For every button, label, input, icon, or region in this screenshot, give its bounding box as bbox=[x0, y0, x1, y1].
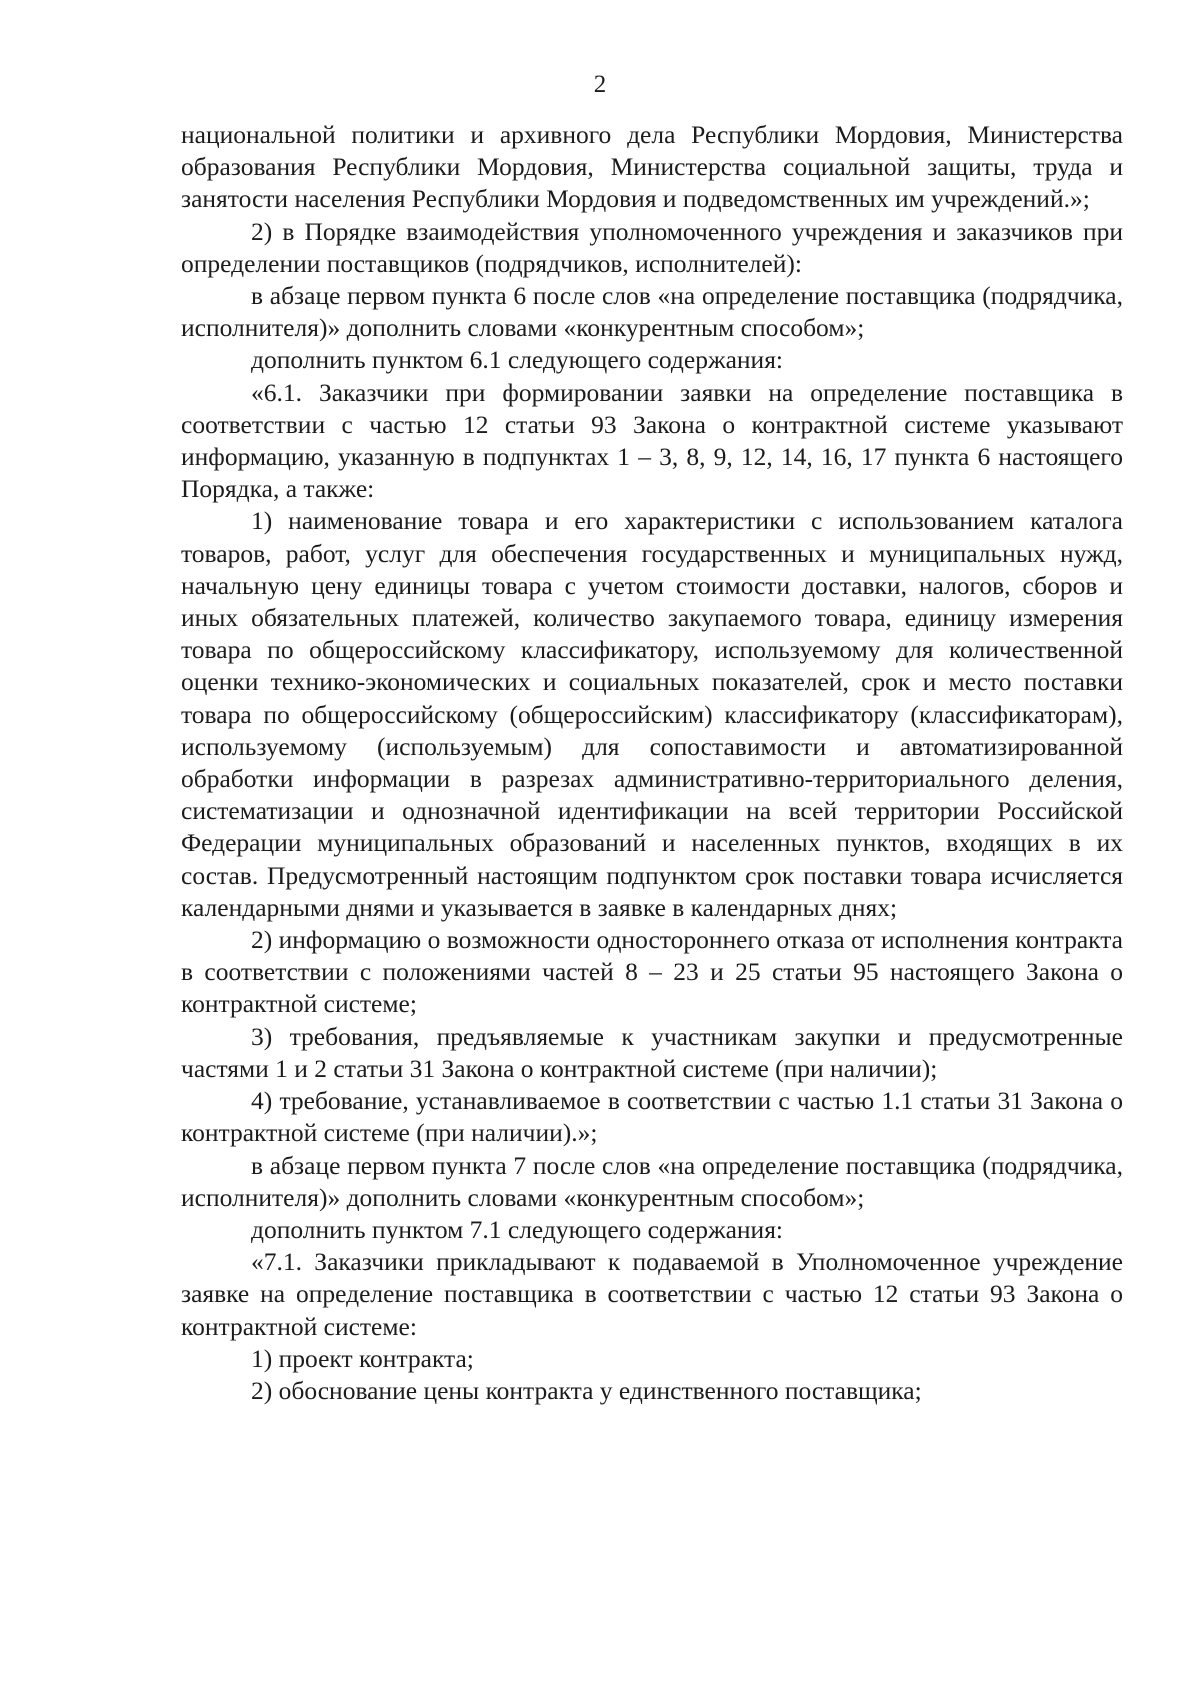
page-number: 2 bbox=[593, 71, 607, 98]
paragraph-6-1-subitem-2: 2) информацию о возможности одностороннего отказа от исполнения контракта в соответствии с положениями частей 8 – 23 и 25 статьи 95 настоящего Закона о контрактной системе; bbox=[181, 925, 1123, 1019]
paragraph-6-1-subitem-4: 4) требование, устанавливаемое в соответствии с частью 1.1 статьи 31 Закона о контрактной системе (при наличии).»; bbox=[181, 1086, 1123, 1148]
paragraph-point-7-amendment: в абзаце первом пункта 7 после слов «на определение поставщика (подрядчика, исполнителя)» дополнить словами «конкурентным способом»; bbox=[181, 1150, 1123, 1212]
paragraph-continuation: национальной политики и архивного дела Республики Мордовия, Министерства образования Республики Мордовия, Министерства социальной защиты, труда и занятости населения Республики Мордовия и подведомственных им учреждений.»; bbox=[181, 120, 1123, 214]
paragraph-point-6-amendment: в абзаце первом пункта 6 после слов «на определение поставщика (подрядчика, исполнителя)» дополнить словами «конкурентным способом»; bbox=[181, 281, 1123, 343]
paragraph-6-1-subitem-3: 3) требования, предъявляемые к участникам закупки и предусмотренные частями 1 и 2 статьи 31 Закона о контрактной системе (при наличии); bbox=[181, 1021, 1123, 1083]
paragraph-7-1-subitem-1: 1) проект контракта; bbox=[251, 1343, 474, 1373]
paragraph-6-1-subitem-1: 1) наименование товара и его характеристики с использованием каталога товаров, работ, услуг для обеспечения государственных и муниципальных нужд, начальную цену единицы товара с учетом стоимости доставки, налогов, сборов и иных обязательных платежей, количество закупаемого товара, единицу измерения товара по общероссийскому классификатору, используемому для количественной оценки технико-экономических и социальных показателей, срок и место поставки товара по общероссийскому (общероссийским) классификатору (классификаторам), используемому (используемым) для сопоставимости и автоматизированной обработки информации в разрезах административно-территориального деления, систематизации и однозначной идентификации на всей территории Российской Федерации муниципальных образований и населенных пунктов, входящих в их состав. Предусмотренный настоящим подпунктом срок поставки товара исчисляется календарными днями и указывается в заявке в календарных днях; bbox=[181, 506, 1123, 922]
paragraph-7-1-text: «7.1. Заказчики прикладывают к подаваемой в Уполномоченное учреждение заявке на определение поставщика в соответствии с частью 12 статьи 93 Закона о контрактной системе: bbox=[181, 1247, 1123, 1341]
paragraph-6-1-text: «6.1. Заказчики при формировании заявки на определение поставщика в соответствии с частью 12 статьи 93 Закона о контрактной системе указывают информацию, указанную в подпунктах 1 – 3, 8, 9, 12, 14, 16, 17 пункта 6 настоящего Порядка, а также: bbox=[181, 377, 1123, 504]
document-body bbox=[181, 119, 1123, 1407]
paragraph-item-2-procedure: 2) в Порядке взаимодействия уполномоченного учреждения и заказчиков при определении поставщиков (подрядчиков, исполнителей): bbox=[181, 216, 1123, 278]
paragraph-7-1-subitem-2: 2) обоснование цены контракта у единственного поставщика; bbox=[251, 1375, 922, 1405]
paragraph-add-7-1: дополнить пунктом 7.1 следующего содержания: bbox=[251, 1214, 784, 1244]
paragraph-add-6-1: дополнить пунктом 6.1 следующего содержания: bbox=[251, 345, 784, 375]
